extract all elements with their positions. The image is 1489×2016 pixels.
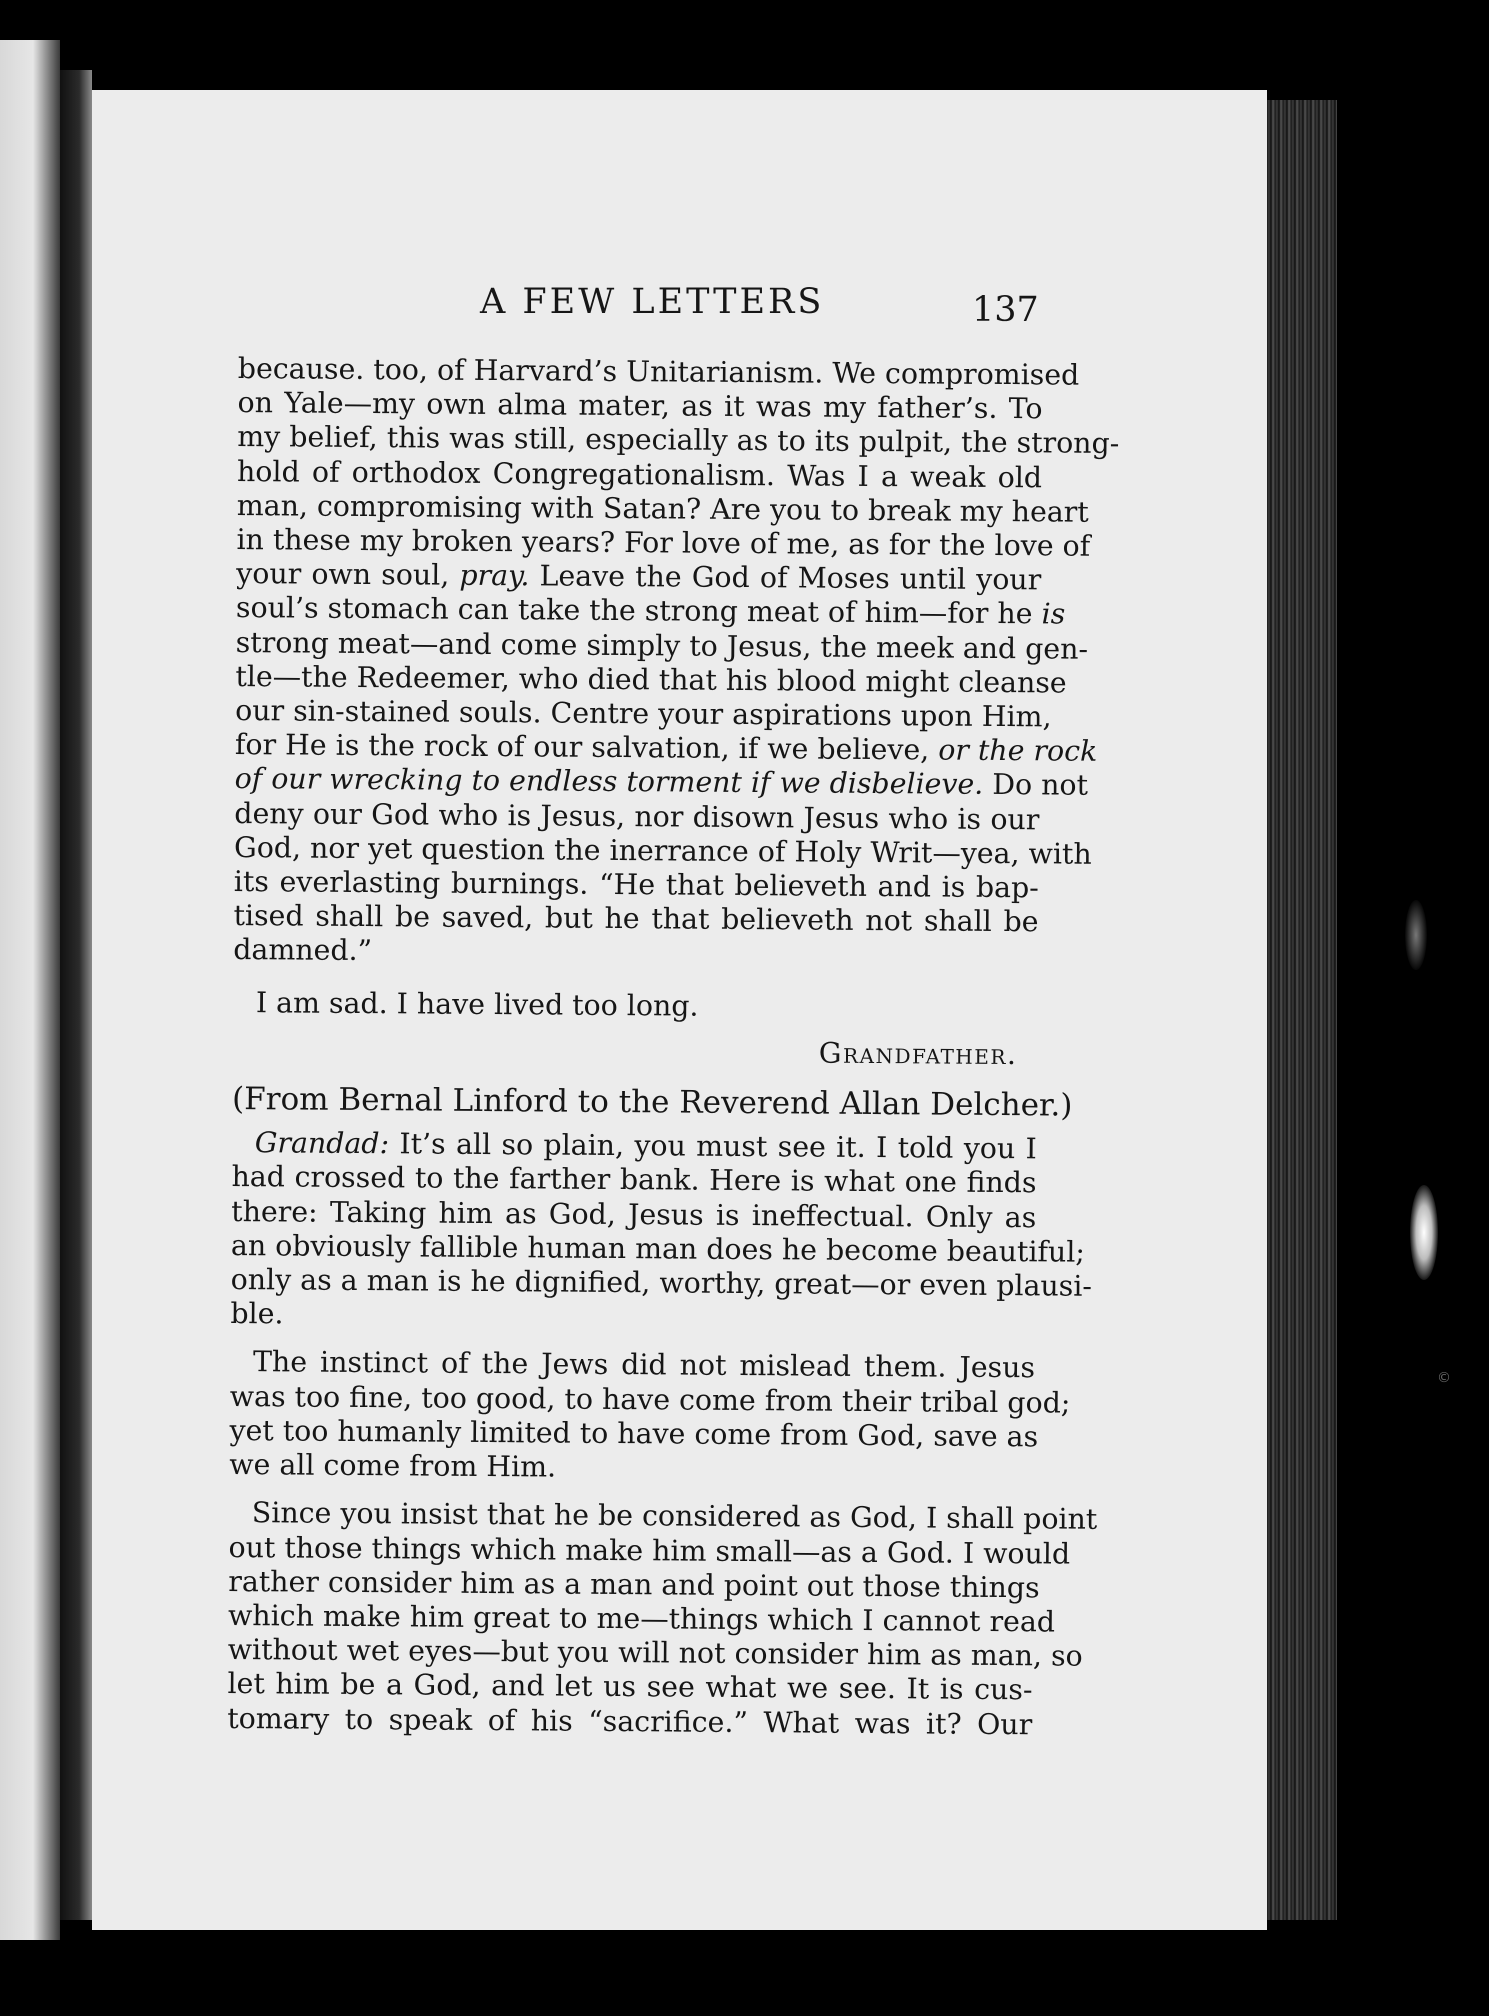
text-line: deny our God who is Jesus, nor disown Jesus who is our <box>234 796 1040 836</box>
text-line: tised shall be saved, but he that believeth not shall be <box>233 899 1039 939</box>
text-line: only as a man is he dignified, worthy, great—or even plausi- <box>230 1263 1093 1303</box>
italic-run: pray. <box>459 558 530 593</box>
edge-shadow <box>1405 900 1427 970</box>
paragraph-2: I am sad. I have lived too long. <box>255 985 699 1023</box>
text-line: we all come from Him. <box>229 1448 557 1484</box>
text-run: for He is the rock of our salvation, if we believe, <box>234 728 939 767</box>
text-line: tomary to speak of his “sacrifice.” What was it? Our <box>227 1701 1033 1741</box>
italic-run: is <box>1041 597 1066 631</box>
text-run: Leave the God of Moses until your <box>529 559 1042 597</box>
text-line: had crossed to the farther bank. Here is what one finds <box>231 1160 1037 1200</box>
facing-page-edge <box>0 40 60 1940</box>
text-line: on Yale—my own alma mater, as it was my father’s. To <box>237 386 1043 426</box>
text-line: The instinct of the Jews did not mislead them. Jesus <box>252 1345 1036 1385</box>
text-run: your own soul, <box>236 557 460 592</box>
text-line: out those things which make him small—as a God. I would <box>228 1530 1071 1571</box>
text-line: its everlasting burnings. “He that believeth and is bap- <box>233 865 1039 905</box>
paragraph-5 <box>227 1496 1098 1742</box>
text-run: Do not <box>983 768 1089 803</box>
text-line: rather consider him as a man and point out those things <box>228 1564 1040 1605</box>
running-head: A FEW LETTERS <box>480 282 825 322</box>
text-line: man, compromising with Satan? Are you to break my heart <box>236 488 1089 529</box>
italic-run: of our wrecking to endless torment if we disbelieve. <box>234 762 984 802</box>
text-line <box>234 762 1089 803</box>
text-line: was too fine, too good, to have come from their tribal god; <box>229 1379 1071 1420</box>
text-line: which make him great to me—things which I cannot read <box>227 1598 1056 1639</box>
edge-mark: © <box>1437 1370 1451 1386</box>
text-line: because. too, of Harvard’s Unitarianism. We compromised <box>237 352 1080 392</box>
text-run: soul’s stomach can take the strong meat of him—for he <box>235 591 1042 631</box>
text-line <box>235 591 1066 632</box>
text-line: there: Taking him as God, Jesus is ineffectual. Only as <box>231 1194 1037 1234</box>
salutation: Grandad: <box>254 1126 390 1161</box>
text-line: an obviously fallible human man does he become beautiful; <box>230 1228 1086 1269</box>
paragraph-4 <box>229 1345 1071 1488</box>
text-line: tle—the Redeemer, who died that his blood might cleanse <box>235 659 1067 700</box>
text-line: in these my broken years? For love of me, as for the love of <box>236 523 1091 563</box>
text-line: strong meat—and come simply to Jesus, the meek and gen- <box>235 625 1089 666</box>
body-text <box>227 352 1120 1742</box>
paragraph-3 <box>230 1126 1093 1338</box>
book-gutter <box>60 70 92 1920</box>
text-line: let him be a God, and let us see what we see. It is cus- <box>227 1667 1033 1707</box>
text-line: God, nor yet question the inerrance of Holy Writ—yea, with <box>233 830 1092 871</box>
text-line: Since you insist that he be considered as God, I shall point <box>251 1496 1098 1537</box>
text-run: It’s all so plain, you must see it. I told you I <box>388 1127 1037 1166</box>
text-line: my belief, this was still, especially as to its pulpit, the strong- <box>237 420 1120 461</box>
text-line: without wet eyes—but you will not consider him as man, so <box>227 1633 1083 1673</box>
book-fore-edge <box>1267 100 1337 1920</box>
letter-heading: (From Bernal Linford to the Reverend Allan Delcher.) <box>231 1081 1073 1124</box>
italic-run: or the rock <box>938 733 1098 768</box>
signature: Grandfather. <box>818 1036 1018 1072</box>
paragraph-1 <box>233 352 1120 974</box>
text-line: ble. <box>230 1297 284 1331</box>
text-line: our sin-stained souls. Centre your aspirations upon Him, <box>235 694 1052 734</box>
edge-glare <box>1410 1185 1438 1280</box>
page-number: 137 <box>972 290 1039 330</box>
text-line: hold of orthodox Congregationalism. Was I a weak old <box>236 454 1043 494</box>
text-line: yet too humanly limited to have come from God, save as <box>229 1413 1039 1454</box>
text-line: damned.” <box>233 933 373 968</box>
